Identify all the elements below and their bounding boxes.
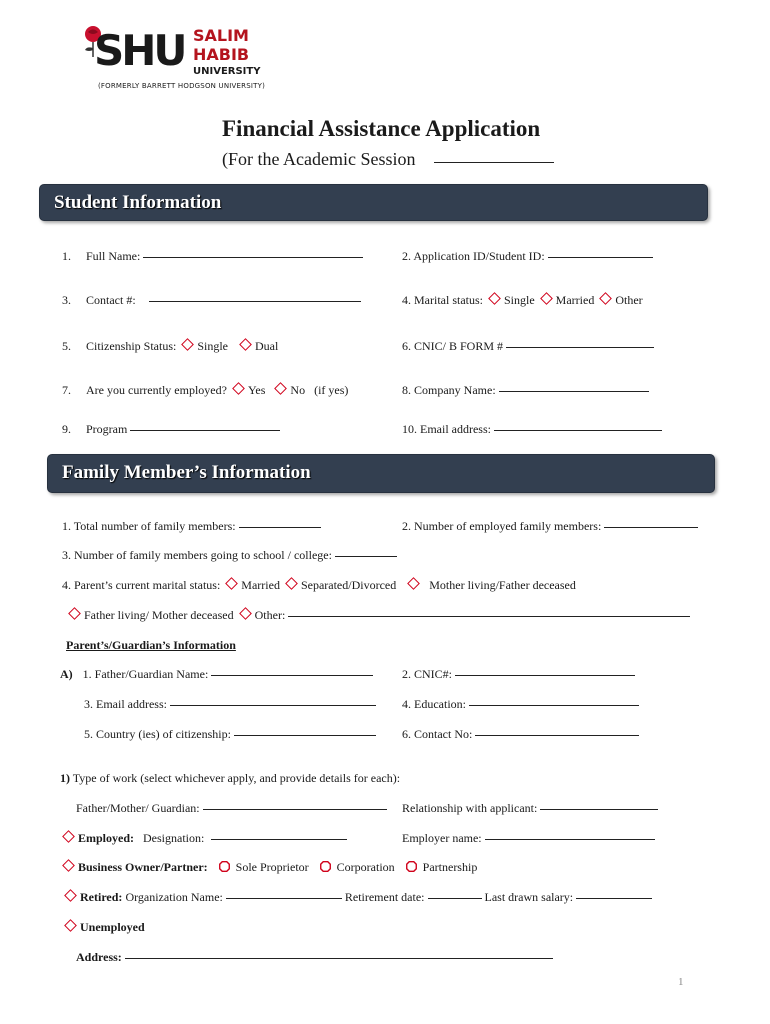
guardian-name-label: 1. Father/Guardian Name: bbox=[82, 667, 209, 681]
page-subtitle bbox=[222, 149, 554, 170]
logo-line2: HABIB bbox=[193, 45, 250, 64]
work-employed-option[interactable] bbox=[62, 830, 75, 843]
row-parent-marital: 4. Parent’s current marital status: Married Separated/Divorced Mother living/Father deceased bbox=[62, 578, 576, 592]
employed-yes-option[interactable] bbox=[232, 382, 245, 395]
parent-father-living-option[interactable] bbox=[68, 607, 81, 620]
parent-mother-living-option[interactable] bbox=[407, 577, 420, 590]
guardian-name-field[interactable] bbox=[211, 675, 373, 676]
work-heading: 1) Type of work (select whichever apply, and provide details for each): bbox=[60, 771, 401, 785]
marital-label: 4. Marital status: bbox=[402, 293, 483, 307]
parent-other-option[interactable] bbox=[239, 607, 252, 620]
parent-other-field[interactable] bbox=[288, 616, 690, 617]
relationship-field[interactable] bbox=[540, 809, 658, 810]
work-business-option[interactable] bbox=[62, 859, 75, 872]
family-info-header bbox=[47, 454, 715, 493]
row-email bbox=[402, 422, 662, 437]
row-guardian-cnic bbox=[402, 667, 635, 682]
cnic-field[interactable] bbox=[506, 347, 654, 348]
program-field[interactable] bbox=[130, 430, 280, 431]
row-work-relationship bbox=[402, 801, 658, 816]
row-work-employed: Employed: Designation: bbox=[60, 831, 347, 846]
sole-proprietor-option[interactable] bbox=[219, 861, 230, 872]
row-total-members bbox=[62, 519, 321, 534]
guardian-education-label: 4. Education: bbox=[402, 697, 466, 711]
company-field[interactable] bbox=[499, 391, 649, 392]
row-guardian-contact bbox=[402, 727, 639, 742]
email-field[interactable] bbox=[494, 430, 662, 431]
row-full-name: 1. Full Name: bbox=[62, 249, 363, 264]
row-program: 9. Program bbox=[62, 422, 280, 437]
label-a: A) bbox=[60, 667, 73, 681]
relationship-label: Relationship with applicant: bbox=[402, 801, 538, 815]
logo-line3: UNIVERSITY bbox=[193, 66, 261, 77]
guardian-contact-field[interactable] bbox=[475, 735, 639, 736]
row-guardian-country bbox=[84, 727, 376, 742]
family-info-title: Family Member’s Information bbox=[62, 462, 311, 483]
row-citizenship: 5. Citizenship Status: Single Dual bbox=[62, 339, 279, 353]
cnic-label: 6. CNIC/ B FORM # bbox=[402, 339, 504, 353]
row-guardian-email bbox=[84, 697, 376, 712]
citizenship-dual-option[interactable] bbox=[239, 338, 252, 351]
address-field[interactable] bbox=[125, 958, 553, 959]
citizenship-label: Citizenship Status: bbox=[86, 339, 177, 353]
guardian-country-label: 5. Country (ies) of citizenship: bbox=[84, 727, 231, 741]
row-work-retired: Retired: Organization Name: Retirement date: Last drawn salary: bbox=[62, 890, 652, 905]
logo-line1: SALIM bbox=[193, 26, 249, 45]
address-label: Address: bbox=[76, 950, 122, 964]
parent-separated-option[interactable] bbox=[285, 577, 298, 590]
retirement-date-field[interactable] bbox=[428, 898, 482, 899]
row-guardian-education bbox=[402, 697, 639, 712]
guardian-cnic-field[interactable] bbox=[455, 675, 635, 676]
employed-members-field[interactable] bbox=[604, 527, 698, 528]
citizenship-single-option[interactable] bbox=[181, 338, 194, 351]
academic-session-label: (For the Academic Session bbox=[222, 149, 416, 169]
row-contact: 3. Contact #: bbox=[62, 293, 361, 308]
school-members-field[interactable] bbox=[335, 556, 397, 557]
guardian-cnic-label: 2. CNIC#: bbox=[402, 667, 453, 681]
university-logo bbox=[80, 24, 280, 96]
total-members-field[interactable] bbox=[239, 527, 321, 528]
logo-mark: SHU bbox=[94, 26, 185, 75]
row-school-members bbox=[62, 548, 397, 563]
row-cnic bbox=[402, 339, 654, 354]
academic-session-field[interactable] bbox=[434, 162, 554, 163]
student-info-title: Student Information bbox=[54, 192, 222, 213]
employed-label: Are you currently employed? bbox=[86, 383, 227, 397]
student-info-header bbox=[39, 184, 708, 221]
designation-field[interactable] bbox=[211, 839, 347, 840]
work-parent-field[interactable] bbox=[203, 809, 387, 810]
contact-label: Contact #: bbox=[86, 293, 136, 307]
contact-field[interactable] bbox=[149, 301, 361, 302]
row-marital: 4. Marital status: Single Married Other bbox=[402, 293, 643, 307]
program-label: Program bbox=[86, 422, 128, 436]
row-work-parent bbox=[76, 801, 387, 816]
guardian-education-field[interactable] bbox=[469, 705, 639, 706]
marital-married-option[interactable] bbox=[540, 292, 553, 305]
row-guardian-name bbox=[60, 667, 373, 682]
app-id-label: 2. Application ID/Student ID: bbox=[402, 249, 545, 263]
total-members-label: 1. Total number of family members: bbox=[62, 519, 236, 533]
work-parent-label: Father/Mother/ Guardian: bbox=[76, 801, 200, 815]
salary-field[interactable] bbox=[576, 898, 652, 899]
row-work-business: Business Owner/Partner: Sole Proprietor Corporation Partnership bbox=[60, 860, 477, 875]
parent-marital-label: 4. Parent’s current marital status: bbox=[62, 578, 221, 592]
employed-no-option[interactable] bbox=[275, 382, 288, 395]
row-employed: 7. Are you currently employed? Yes No (if yes) bbox=[62, 383, 349, 397]
employer-label: Employer name: bbox=[402, 831, 482, 845]
row-app-id bbox=[402, 249, 653, 264]
company-label: 8. Company Name: bbox=[402, 383, 496, 397]
page-number: 1 bbox=[678, 976, 684, 988]
guardian-heading: Parent’s/Guardian’s Information bbox=[66, 638, 236, 652]
work-unemployed-option[interactable] bbox=[64, 919, 77, 932]
row-parent-marital-2: Father living/ Mother deceased Other: bbox=[66, 608, 690, 623]
row-employed-members bbox=[402, 519, 698, 534]
logo-tagline: (FORMERLY BARRETT HODGSON UNIVERSITY) bbox=[98, 82, 266, 90]
partnership-option[interactable] bbox=[406, 861, 417, 872]
guardian-contact-label: 6. Contact No: bbox=[402, 727, 473, 741]
row-work-unemployed: Unemployed bbox=[62, 920, 145, 935]
school-members-label: 3. Number of family members going to school / college: bbox=[62, 548, 332, 562]
parent-married-option[interactable] bbox=[225, 577, 238, 590]
marital-single-option[interactable] bbox=[488, 292, 501, 305]
employer-field[interactable] bbox=[485, 839, 655, 840]
full-name-field[interactable] bbox=[143, 257, 363, 258]
guardian-country-field[interactable] bbox=[234, 735, 376, 736]
row-work-employer bbox=[402, 831, 655, 846]
email-label: 10. Email address: bbox=[402, 422, 491, 436]
row-address bbox=[76, 950, 553, 965]
guardian-email-field[interactable] bbox=[170, 705, 376, 706]
guardian-email-label: 3. Email address: bbox=[84, 697, 167, 711]
app-id-field[interactable] bbox=[548, 257, 653, 258]
corporation-option[interactable] bbox=[320, 861, 331, 872]
page-title: Financial Assistance Application bbox=[222, 116, 541, 141]
row-company bbox=[402, 383, 649, 398]
employed-members-label: 2. Number of employed family members: bbox=[402, 519, 602, 533]
org-name-field[interactable] bbox=[226, 898, 342, 899]
work-retired-option[interactable] bbox=[64, 889, 77, 902]
full-name-label: Full Name: bbox=[86, 249, 141, 263]
marital-other-option[interactable] bbox=[599, 292, 612, 305]
